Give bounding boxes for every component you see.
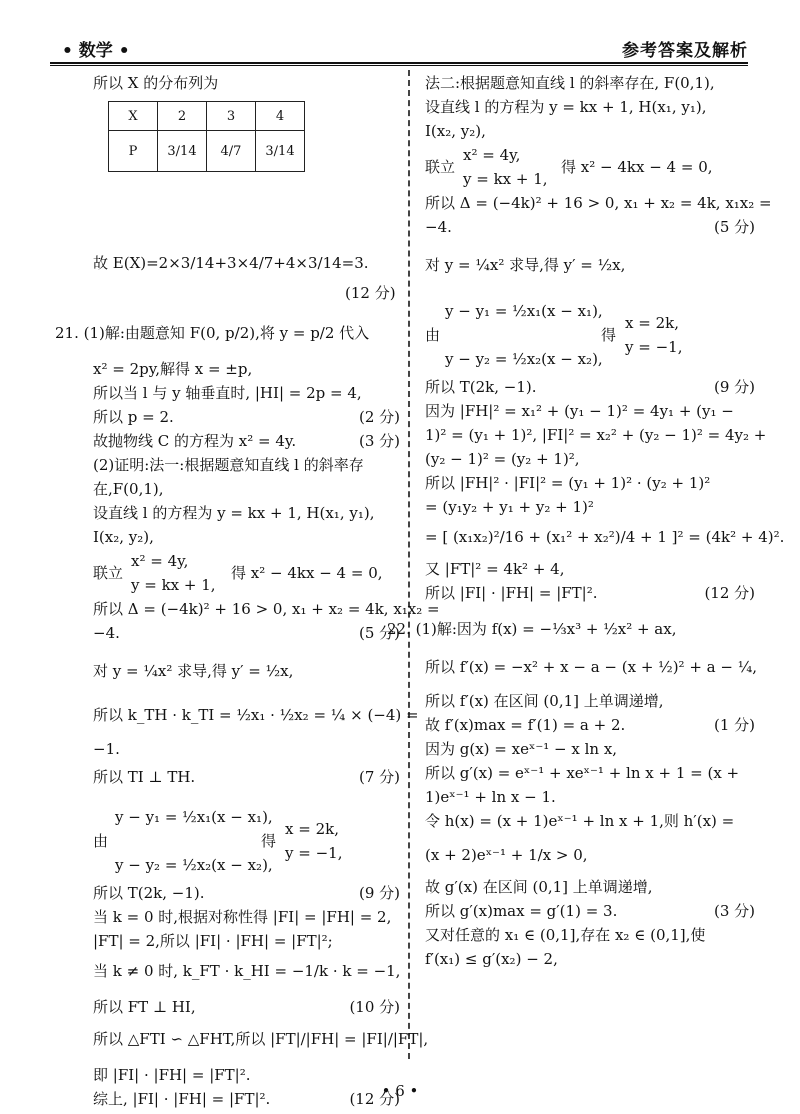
- text-line: 令 h(x) = (x + 1)eˣ⁻¹ + ln x + 1,则 h′(x) =: [425, 812, 735, 830]
- text-line: 因为 g(x) = xeˣ⁻¹ − x ln x,: [425, 740, 618, 758]
- text-line: y − y₂ = ½x₂(x − x₂),: [115, 856, 273, 874]
- text-line: 得 x² − 4kx − 4 = 0,: [231, 564, 383, 582]
- text-line: 对 y = ¼x² 求导,得 y′ = ½x,: [93, 662, 294, 680]
- text-line: 故 E(X)=2×3/14+3×4/7+4×3/14=3.: [93, 254, 369, 272]
- text-line: 设直线 l 的方程为 y = kx + 1, H(x₁, y₁),: [93, 504, 375, 522]
- score-label: (5 分): [713, 218, 755, 236]
- text-line: −4.: [93, 624, 120, 642]
- text-line: 在,F(0,1),: [93, 480, 164, 498]
- header-rule-thin: [50, 65, 748, 66]
- text-line: 所以当 l 与 y 轴垂直时, |HI| = 2p = 4,: [93, 384, 362, 402]
- table-cell: X: [109, 102, 158, 131]
- text-line: I(x₂, y₂),: [93, 528, 154, 546]
- text-line: 所以 T(2k, −1).: [93, 884, 205, 902]
- page-header: [50, 30, 748, 61]
- text-line: |FT| = 2,所以 |FI| · |FH| = |FT|²;: [93, 932, 333, 950]
- text-line: 由: [425, 326, 441, 344]
- text-line: y = −1,: [625, 338, 683, 356]
- score-label: (10 分): [349, 998, 400, 1016]
- text-line: 所以 △FTI ∽ △FHT,所以 |FT|/|FH| = |FI|/|FT|,: [93, 1030, 429, 1048]
- text-line: 当 k = 0 时,根据对称性得 |FI| = |FH| = 2,: [93, 908, 392, 926]
- text-line: (2)证明:法一:根据题意知直线 l 的斜率存: [93, 456, 364, 474]
- text-line: 故 g′(x) 在区间 (0,1] 上单调递增,: [425, 878, 653, 896]
- text-line: y − y₁ = ½x₁(x − x₁),: [445, 302, 603, 320]
- table-row: [109, 102, 305, 131]
- text-line: −4.: [425, 218, 452, 236]
- table-cell: P: [109, 131, 158, 172]
- text-line: −1.: [93, 740, 120, 758]
- text-line: 所以 k_TH · k_TI = ½x₁ · ½x₂ = ¼ × (−4) =: [93, 706, 419, 724]
- score-label: (3 分): [713, 902, 755, 920]
- table-cell: 2: [158, 102, 207, 131]
- text-line: 即 |FI| · |FH| = |FT|².: [93, 1066, 251, 1084]
- score-label: (12 分): [349, 1090, 400, 1108]
- text-line: = (y₁y₂ + y₁ + y₂ + 1)²: [425, 498, 594, 516]
- subject-label: • 数学 •: [62, 41, 130, 61]
- text-line: y = −1,: [285, 844, 343, 862]
- text-line: 得: [601, 326, 617, 344]
- text-line: 法二:根据题意知直线 l 的斜率存在, F(0,1),: [425, 74, 715, 92]
- page-number: • 6 •: [381, 1082, 419, 1100]
- table-row: [109, 131, 305, 172]
- text-line: y = kx + 1,: [463, 170, 548, 188]
- text-line: 综上, |FI| · |FH| = |FT|².: [93, 1090, 271, 1108]
- text-line: 得: [261, 832, 277, 850]
- score-label: (3 分): [358, 432, 400, 450]
- text-line: 当 k ≠ 0 时, k_FT · k_HI = −1/k · k = −1,: [93, 962, 401, 980]
- text-line: x² = 2py,解得 x = ±p,: [93, 360, 253, 378]
- score-label: (7 分): [358, 768, 400, 786]
- text-line: 所以 T(2k, −1).: [425, 378, 537, 396]
- text-line: I(x₂, y₂),: [425, 122, 486, 140]
- text-line: 又对任意的 x₁ ∈ (0,1],存在 x₂ ∈ (0,1],使: [425, 926, 706, 944]
- text-line: (y₂ − 1)² = (y₂ + 1)²,: [425, 450, 580, 468]
- text-line: y − y₁ = ½x₁(x − x₁),: [115, 808, 273, 826]
- table-cell: 3: [207, 102, 256, 131]
- table-cell: 4/7: [207, 131, 256, 172]
- table-cell: 3/14: [256, 131, 305, 172]
- text-line: y − y₂ = ½x₂(x − x₂),: [445, 350, 603, 368]
- text-line: y = kx + 1,: [131, 576, 216, 594]
- text-line: 所以 TI ⊥ TH.: [93, 768, 196, 786]
- text-line: 设直线 l 的方程为 y = kx + 1, H(x₁, y₁),: [425, 98, 707, 116]
- text-line: 所以 |FH|² · |FI|² = (y₁ + 1)² · (y₂ + 1)²: [425, 474, 711, 492]
- text-line: x² = 4y,: [463, 146, 521, 164]
- score-label: (9 分): [713, 378, 755, 396]
- text-line: 21. (1)解:由题意知 F(0, p/2),将 y = p/2 代入: [55, 324, 370, 342]
- text-line: 所以 FT ⊥ HI,: [93, 998, 196, 1016]
- text-line: (x + 2)eˣ⁻¹ + 1/x > 0,: [425, 846, 588, 864]
- text-line: 所以 X 的分布列为: [93, 74, 219, 92]
- header-title: 参考答案及解析: [622, 41, 748, 61]
- text-line: 由: [93, 832, 109, 850]
- text-line: 1)eˣ⁻¹ + ln x − 1.: [425, 788, 556, 806]
- table-cell: 4: [256, 102, 305, 131]
- text-line: 所以 Δ = (−4k)² + 16 > 0, x₁ + x₂ = 4k, x₁x₂ =: [425, 194, 772, 212]
- text-line: 联立: [93, 564, 124, 582]
- text-line: 所以 f′(x) 在区间 (0,1] 上单调递增,: [425, 692, 664, 710]
- text-line: x = 2k,: [285, 820, 339, 838]
- score-label: (12 分): [704, 584, 755, 602]
- text-line: 所以 g′(x) = eˣ⁻¹ + xeˣ⁻¹ + ln x + 1 = (x +: [425, 764, 740, 782]
- text-line: (12 分): [345, 284, 396, 302]
- text-line: f′(x₁) ≤ g′(x₂) − 2,: [425, 950, 558, 968]
- text-line: 所以 p = 2.: [93, 408, 174, 426]
- text-line: x² = 4y,: [131, 552, 189, 570]
- text-line: 所以 Δ = (−4k)² + 16 > 0, x₁ + x₂ = 4k, x₁x₂ =: [93, 600, 440, 618]
- text-line: 对 y = ¼x² 求导,得 y′ = ½x,: [425, 256, 626, 274]
- text-line: 又 |FT|² = 4k² + 4,: [425, 560, 565, 578]
- distribution-table: [108, 101, 305, 172]
- text-line: 得 x² − 4kx − 4 = 0,: [561, 158, 713, 176]
- score-label: (5 分): [358, 624, 400, 642]
- header-rule: [50, 62, 748, 64]
- text-line: = [ (x₁x₂)²/16 + (x₁² + x₂²)/4 + 1 ]² = (4k² + 4)².: [425, 528, 785, 546]
- column-divider: [408, 70, 410, 1059]
- table-cell: 3/14: [158, 131, 207, 172]
- text-line: 所以 f′(x) = −x² + x − a − (x + ½)² + a − ¼,: [425, 658, 758, 676]
- text-line: 故抛物线 C 的方程为 x² = 4y.: [93, 432, 297, 450]
- score-label: (2 分): [358, 408, 400, 426]
- text-line: 因为 |FH|² = x₁² + (y₁ − 1)² = 4y₁ + (y₁ −: [425, 402, 734, 420]
- text-line: 联立: [425, 158, 456, 176]
- text-line: 22. (1)解:因为 f(x) = −⅓x³ + ½x² + ax,: [387, 620, 677, 638]
- score-label: (1 分): [713, 716, 755, 734]
- text-line: 故 f′(x)max = f′(1) = a + 2.: [425, 716, 626, 734]
- score-label: (9 分): [358, 884, 400, 902]
- text-line: 所以 g′(x)max = g′(1) = 3.: [425, 902, 618, 920]
- text-line: x = 2k,: [625, 314, 679, 332]
- text-line: 1)² = (y₁ + 1)², |FI|² = x₂² + (y₂ − 1)² = 4y₂ +: [425, 426, 767, 444]
- text-line: 所以 |FI| · |FH| = |FT|².: [425, 584, 598, 602]
